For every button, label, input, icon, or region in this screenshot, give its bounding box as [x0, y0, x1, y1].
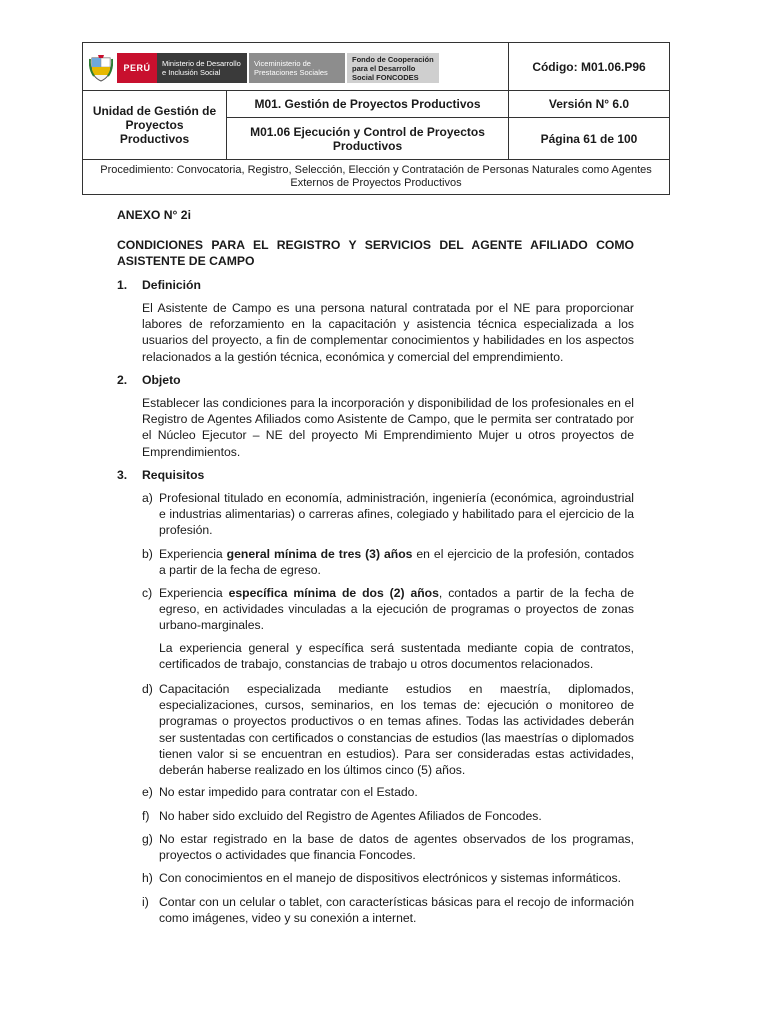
procedure-title: Procedimiento: Convocatoria, Registro, Selección, Elección y Contratación de Personas Naturales como Agentes Externos de Proyectos Productivos: [100, 164, 652, 189]
annex-title: ANEXO N° 2i: [117, 208, 191, 222]
list-item: No haber sido excluido del Registro de Agentes Afiliados de Foncodes.: [159, 809, 542, 823]
section-heading: Definición: [142, 278, 201, 292]
vice-ministry-logo: Viceministerio de Prestaciones Sociales: [249, 53, 345, 83]
list-item: No estar registrado en la base de datos de agentes observados de los programas, proyectos o actividades que financia Foncodes.: [159, 832, 634, 863]
list-item-text: Experiencia: [159, 547, 227, 561]
section-number: 2.: [117, 373, 128, 387]
section-number: 1.: [117, 278, 128, 292]
list-item: No estar impedido para contratar con el Estado.: [159, 785, 418, 799]
section-heading: Objeto: [142, 373, 181, 387]
list-item-text: Experiencia: [159, 586, 229, 600]
list-item-emphasis: específica mínima de dos (2) años: [228, 586, 439, 600]
list-item: Capacitación especializada mediante estudios en maestría, diplomados, especializaciones, cursos, seminarios, en los temas de: ejecución o monitoreo de programas o proyectos productivos o en temas afines. Todas las actividades deberán ser sustentadas con certificados o constancias de estudios (las maestrías o diplomados tienen valor si se encuentran en estudios). Para ser consideradas estas actividades, deberán haberse realizado en los últimos cinco (5) años.: [159, 682, 634, 778]
foncodes-logo: Fondo de Cooperación para el Desarrollo Social FONCODES: [347, 53, 439, 83]
list-marker: e): [142, 785, 153, 799]
section-paragraph: Establecer las condiciones para la incorporación y disponibilidad de los profesionales en el Registro de Agentes Afiliados como Asistente de Campo, que le permita ser contratado por el Núcleo Ejecutor – NE del proyecto Mi Emprendimiento Mujer u otros proyectos de Emprendimientos.: [142, 396, 634, 459]
list-marker: g): [142, 832, 153, 846]
list-item: Profesional titulado en economía, administración, ingeniería (económica, agroindustrial e industrias alimentarias) o carreras afines, colegiado y habilitado para el ejercicio de la profesión.: [159, 491, 634, 538]
list-item-note: La experiencia general y específica será sustentada mediante copia de contratos, certificados de trabajo, constancias de trabajo u otros documentos relacionados.: [159, 641, 634, 672]
unit-name: Unidad de Gestión de Proyectos Productivos: [92, 104, 217, 146]
list-marker: i): [142, 895, 149, 909]
section-heading: Requisitos: [142, 468, 205, 482]
list-marker: b): [142, 547, 153, 561]
document-title: CONDICIONES PARA EL REGISTRO Y SERVICIOS DEL AGENTE AFILIADO COMO ASISTENTE DE CAMPO: [117, 238, 634, 269]
list-marker: c): [142, 586, 153, 600]
list-item-emphasis: general mínima de tres (3) años: [226, 547, 413, 561]
list-marker: h): [142, 871, 153, 885]
document-header-table: [82, 42, 670, 195]
list-item-text: , contados a partir de la fecha de egreso, en actividades vinculadas a la ejecución de programas o proyectos de zonas urbano-marginales.: [159, 586, 634, 633]
list-marker: f): [142, 809, 150, 823]
module-title: M01. Gestión de Proyectos Productivos: [254, 97, 481, 111]
section-paragraph: El Asistente de Campo es una persona natural contratada por el NE para proporcionar labores de reforzamiento en la capacitación y asistencia técnica especializada a los usuarios del proyecto, a fin de complementar conocimientos y habilidades en los aspectos relacionados a la gestión técnica, económica y comercial del emprendimiento.: [142, 301, 634, 364]
institution-logos: [89, 48, 439, 88]
ministry-logo: Ministerio de Desarrollo e Inclusión Social: [157, 53, 247, 83]
list-item-text: en el ejercicio de la profesión, contados a partir de la fecha de egreso.: [159, 547, 634, 578]
submodule-title: M01.06 Ejecución y Control de Proyectos Productivos: [250, 124, 485, 153]
list-item: [159, 546, 634, 578]
coat-of-arms-icon: [89, 54, 113, 82]
list-item: [159, 585, 634, 634]
document-code: Código: M01.06.P96: [532, 59, 646, 74]
list-item: Con conocimientos en el manejo de dispositivos electrónicos y sistemas informáticos.: [159, 871, 621, 885]
peru-logo: PERÚ: [117, 53, 157, 83]
list-item: Contar con un celular o tablet, con características básicas para el recojo de información como imágenes, video y su conexión a internet.: [159, 895, 634, 926]
section-number: 3.: [117, 468, 128, 482]
list-marker: a): [142, 491, 153, 505]
version-number: Versión N° 6.0: [548, 97, 630, 111]
list-marker: d): [142, 682, 153, 696]
page-number: Página 61 de 100: [540, 131, 638, 146]
